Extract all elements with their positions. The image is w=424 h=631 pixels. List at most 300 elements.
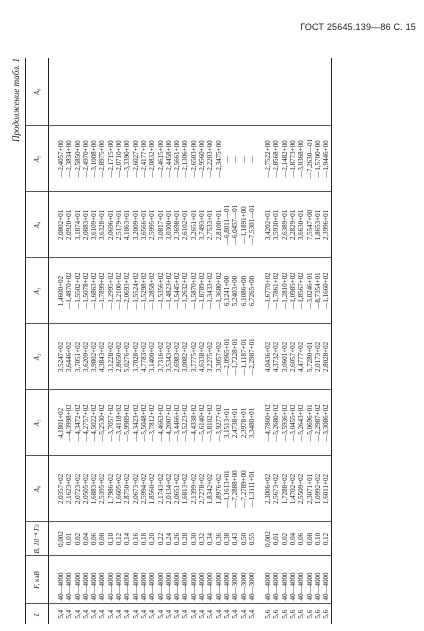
table-cell: —1,5700+00 — [314, 126, 322, 192]
table-cell: 5,4 — [148, 604, 156, 624]
table-cell: —1,8789+02 — [198, 258, 206, 324]
header-cell: A₁ — [26, 390, 49, 456]
table-cell: 5,4 — [98, 604, 106, 624]
table-cell: 40—4000 — [65, 556, 73, 604]
table-cell: 3,1400+02 — [148, 324, 156, 390]
table-cell: — — [223, 126, 231, 192]
table-cell: —1,5078+02 — [82, 258, 90, 324]
table-cell — [107, 58, 115, 126]
table-cell: —3,1008+00 — [90, 126, 98, 192]
table-cell: 5,2403+00 — [231, 258, 239, 324]
table-row — [297, 58, 305, 624]
table-cell: 40—3000 — [240, 556, 248, 604]
spacer-cell — [49, 324, 58, 390]
spacer-cell — [49, 556, 58, 604]
table-cell: 3,7493+01 — [198, 192, 206, 258]
table-cell: 3,6109+01 — [90, 192, 98, 258]
table-cell: 40—4000 — [140, 556, 148, 604]
table-row — [248, 58, 256, 624]
table-cell: 40—4000 — [82, 556, 90, 604]
table-cell: 5,4 — [190, 604, 198, 624]
table-cell: 40—4000 — [98, 556, 106, 604]
table-cell: 40—4000 — [57, 556, 65, 604]
table-cell: 40—4000 — [215, 556, 223, 604]
table-cell: 2,0883+01 — [82, 192, 90, 258]
table-cell: 40—4000 — [306, 556, 314, 604]
table-cell: 3,0601+02 — [281, 324, 289, 390]
table-row — [132, 58, 140, 624]
table-cell: 3,6630+01 — [297, 192, 305, 258]
table-cell: —2,4057+00 — [57, 126, 65, 192]
table-cell: —1,1660+02 — [322, 258, 331, 324]
spacer-cell — [256, 58, 264, 126]
table-cell: 1,6883+02 — [90, 456, 98, 522]
table-row — [140, 58, 148, 624]
table-cell: 4,7783+02 — [140, 324, 148, 390]
table-cell: 0,01 — [272, 522, 280, 556]
table-cell: —2,1306+00 — [181, 126, 189, 192]
table-cell — [173, 58, 181, 126]
table-row — [148, 58, 156, 624]
table-cell: —5,2680+02 — [272, 390, 280, 456]
table-cell: —2,0965+01 — [223, 324, 231, 390]
table-cell: 6,1086+00 — [240, 258, 248, 324]
table-row — [115, 58, 123, 624]
table-cell: 2,6389+01 — [281, 192, 289, 258]
table-cell — [65, 58, 73, 126]
table-cell: —2,4458+00 — [165, 126, 173, 192]
table-cell: 0,002 — [264, 522, 272, 556]
table-cell: —1,5445+02 — [173, 258, 181, 324]
table-cell: 2,2829+01 — [289, 192, 297, 258]
table-cell: —3,5223+02 — [181, 390, 189, 456]
spacer-cell — [49, 258, 58, 324]
table-cell — [297, 58, 305, 126]
table-cell: —1,2632+02 — [181, 258, 189, 324]
table-cell: 0,30 — [190, 522, 198, 556]
table-cell: 5,4 — [115, 604, 123, 624]
header-cell: A₂ — [26, 324, 49, 390]
table-cell: —2,9560+00 — [198, 126, 206, 192]
table-cell: 5,4 — [223, 604, 231, 624]
table-cell: — — [231, 126, 239, 192]
table-cell — [140, 58, 148, 126]
table-cell: —2,3475+00 — [215, 126, 223, 192]
table-cell: —2,6027+00 — [132, 126, 140, 192]
table-cell: 1,4702+02 — [289, 456, 297, 522]
table-cell: 40—4000 — [123, 556, 131, 604]
spacer-cell — [256, 556, 264, 604]
table-cell: —3,7812+02 — [148, 390, 156, 456]
table-cell: —2,0693+02 — [123, 258, 131, 324]
table-cell: 0,55 — [248, 522, 256, 556]
table-cell: 0,08 — [98, 522, 106, 556]
spacer-cell — [49, 456, 58, 522]
table-cell: —1,2858+02 — [148, 258, 156, 324]
table-cell: 0,16 — [132, 522, 140, 556]
table-cell: 5,4 — [198, 604, 206, 624]
table-cell: 40—4000 — [165, 556, 173, 604]
table-cell: 5,4 — [157, 604, 165, 624]
table-cell: 5,4 — [231, 604, 239, 624]
table-cell: 5,6 — [297, 604, 305, 624]
rotated-content — [11, 52, 416, 624]
table-cell: 3,0817+01 — [157, 192, 165, 258]
table-cell: —5,2643+02 — [297, 390, 305, 456]
header-cell: B, 10⁻⁴ Гл — [26, 522, 49, 556]
table-cell: —7,2630—01 — [306, 126, 314, 192]
table-cell: 5,4 — [132, 604, 140, 624]
table-row — [157, 58, 165, 624]
table-cell: —4,2007+02 — [165, 390, 173, 456]
table-cell — [123, 58, 131, 126]
table-cell: 3,3057+02 — [215, 324, 223, 390]
table-cell — [115, 58, 123, 126]
table-row — [223, 58, 231, 624]
spacer-cell — [256, 192, 264, 258]
table-cell: —5,0696+01 — [306, 390, 314, 456]
table-cell: 5,4 — [140, 604, 148, 624]
table-cell: 3,2009+01 — [132, 192, 140, 258]
table-cell: 0,32 — [198, 522, 206, 556]
table-cell: 7,5547+00 — [306, 192, 314, 258]
table-cell — [198, 58, 206, 126]
table-cell: 2,6057+02 — [289, 324, 297, 390]
table-cell: 2,5395+02 — [98, 456, 106, 522]
table-cell: —2,5661+00 — [173, 126, 181, 192]
table-cell: 0,02 — [74, 522, 82, 556]
table-row — [306, 58, 314, 624]
block-spacer — [256, 58, 264, 624]
table-cell: 40—4000 — [289, 556, 297, 604]
table-cell: 3,7775+02 — [190, 324, 198, 390]
table-cell: 1,6011+02 — [322, 456, 331, 522]
table-cell: —3,9277+02 — [215, 390, 223, 456]
table-cell: 6,7265+00 — [248, 258, 256, 324]
table-cell: 1,8342+02 — [206, 456, 214, 522]
table-cell — [190, 58, 198, 126]
table-cell: —4,4338+02 — [190, 390, 198, 456]
table-cell: 2,1623+02 — [65, 456, 73, 522]
table-cell — [98, 58, 106, 126]
table-cell: —2,7522+00 — [264, 126, 272, 192]
table-cell: —3,3390+00 — [123, 126, 131, 192]
table-cell: —4,3998+02 — [65, 390, 73, 456]
table-row — [65, 58, 73, 624]
table-row — [198, 58, 206, 624]
table-row — [240, 58, 248, 624]
table-cell: 0,10 — [107, 522, 115, 556]
table-cell: —8,7354+01 — [314, 258, 322, 324]
table-cell: 40—4000 — [132, 556, 140, 604]
table-cell: 1,8653+01 — [314, 192, 322, 258]
table-cell: 0,12 — [115, 522, 123, 556]
table-cell: 40—3000 — [231, 556, 239, 604]
table-cell: 2,3071+01 — [306, 456, 314, 522]
table-cell: 5,6 — [281, 604, 289, 624]
table-cell: 0,04 — [82, 522, 90, 556]
table-cell: 5,6 — [322, 604, 331, 624]
table-cell: —2,0832+00 — [148, 126, 156, 192]
table-cell — [82, 58, 90, 126]
table-cell: 2,1743+02 — [157, 456, 165, 522]
table-cell: 0,02 — [281, 522, 289, 556]
table-cell: 2,5995+01 — [148, 192, 156, 258]
table-cell: —2,2987+01 — [248, 324, 256, 390]
table-cell: —1,4823+02 — [165, 258, 173, 324]
table-cell: 40—4000 — [190, 556, 198, 604]
table-cell: 40—4000 — [181, 556, 189, 604]
table-cell: —4,5022+02 — [90, 390, 98, 456]
table-cell: 5,4 — [123, 604, 131, 624]
table-cell: 0,36 — [215, 522, 223, 556]
running-header: ГОСТ 25645.139—86 С. 15 — [300, 22, 416, 32]
table-cell: —5,2530+02 — [98, 390, 106, 456]
table-cell: 2,5509+02 — [297, 456, 305, 522]
table-cell — [57, 58, 65, 126]
table-cell: —2,2203+00 — [206, 126, 214, 192]
table-cell: —1,3680+02 — [215, 258, 223, 324]
table-cell: 3,0300+01 — [165, 192, 173, 258]
table-cell: 0,28 — [181, 522, 189, 556]
table-cell: 40—4000 — [297, 556, 305, 604]
table-cell: —1,7861+02 — [272, 258, 280, 324]
table-cell: 5,6 — [289, 604, 297, 624]
table-cell: 3,7316+02 — [157, 324, 165, 390]
table-row — [181, 58, 189, 624]
table-cell: 0,34 — [206, 522, 214, 556]
table-cell: —4,7860+02 — [264, 390, 272, 456]
table-cell: 2,0696+01 — [107, 192, 115, 258]
rotated-table-area — [11, 52, 416, 624]
table-cell: 0,06 — [90, 522, 98, 556]
table-cell: 4,4777+02 — [297, 324, 305, 390]
table-cell: 2,7533+01 — [206, 192, 214, 258]
table-cell: 5,6 — [272, 604, 280, 624]
table-cell: —1,1891+00 — [240, 192, 248, 258]
table-cell: 2,0673+02 — [132, 456, 140, 522]
table-row — [90, 58, 98, 624]
table-cell: 2,4738+01 — [231, 390, 239, 456]
spacer-cell — [256, 324, 264, 390]
spacer-cell — [256, 258, 264, 324]
table-row — [107, 58, 115, 624]
table-cell: 0,12 — [322, 522, 331, 556]
table-cell: 5,6 — [264, 604, 272, 624]
table-cell: 5,4 — [57, 604, 65, 624]
table-cell — [264, 58, 272, 126]
table-cell: 2,1399+02 — [190, 456, 198, 522]
table-cell: —5,9989+02 — [123, 390, 131, 456]
table-cell — [165, 58, 173, 126]
table-cell: 1,8560+02 — [148, 456, 156, 522]
table-cell — [289, 58, 297, 126]
table-cell: 3,2275+02 — [206, 324, 214, 390]
table-cell: 2,0651+02 — [173, 456, 181, 522]
table-cell — [231, 58, 239, 126]
table-cell: 4,1863+01 — [123, 192, 131, 258]
table-cell: —2,8975+00 — [98, 126, 106, 192]
table-cell: —3,7057+02 — [107, 390, 115, 456]
table-cell: —4,2757+02 — [82, 390, 90, 456]
table-cell: 5,4 — [65, 604, 73, 624]
table-cell: —2,1715+00 — [107, 126, 115, 192]
table-cell: 0,43 — [231, 522, 239, 556]
table-cell: —3,4118+02 — [115, 390, 123, 456]
table-cell: 2,8100+01 — [215, 192, 223, 258]
table-cell: 4,6338+02 — [198, 324, 206, 390]
table-cell — [248, 58, 256, 126]
table-row — [289, 58, 297, 624]
table-cell: 40—4000 — [173, 556, 181, 604]
table-row — [82, 58, 90, 624]
table-cell: 3,5343+02 — [165, 324, 173, 390]
table-cell: 2,0723+02 — [74, 456, 82, 522]
table-cell: —2,6503+00 — [190, 126, 198, 192]
header-cell: A₃ — [26, 258, 49, 324]
table-cell: —1,3433+02 — [206, 258, 214, 324]
spacer-cell — [256, 390, 264, 456]
table-row — [173, 58, 181, 624]
spacer-cell — [49, 58, 58, 126]
table-cell: 0,06 — [297, 522, 305, 556]
table-cell: 5,4 — [181, 604, 189, 624]
table-cell — [240, 58, 248, 126]
table-cell: 2,0173+02 — [314, 324, 322, 390]
table-cell: 2,6102+01 — [181, 192, 189, 258]
table-cell: 5,4 — [90, 604, 98, 624]
table-cell: —2,4615+00 — [157, 126, 165, 192]
table-cell: 1,4600+02 — [57, 258, 65, 324]
table-cell: —2,8568+00 — [272, 126, 280, 192]
table-cell: 40—3000 — [248, 556, 256, 604]
table-cell: 5,4 — [240, 604, 248, 624]
table-cell: —1,6863+02 — [90, 258, 98, 324]
table-cell: 3,6209+02 — [82, 324, 90, 390]
page-header — [0, 0, 424, 40]
table-cell: 40—4000 — [223, 556, 231, 604]
table-row — [281, 58, 289, 624]
table-cell: 0,08 — [306, 522, 314, 556]
table-cell: 2,3698+01 — [173, 192, 181, 258]
table-cell: —3,0368+00 — [297, 126, 305, 192]
table-cell: —5,6140+02 — [198, 390, 206, 456]
table-cell: 3,1513+01 — [223, 390, 231, 456]
table-cell: —1,5524+02 — [132, 258, 140, 324]
table-cell: 1,0992+02 — [314, 456, 322, 522]
table-cell: 2,8028+02 — [322, 324, 331, 390]
table-cell: 4,3843+02 — [98, 324, 106, 390]
table-cell: —4,3472+02 — [74, 390, 82, 456]
table-cell: 2,7278+02 — [198, 456, 206, 522]
table-cell: 5,4 — [206, 604, 214, 624]
table-row — [322, 58, 331, 624]
table-row — [74, 58, 82, 624]
table-cell — [74, 58, 82, 126]
table-cell: 2,5994+02 — [140, 456, 148, 522]
table-cell — [272, 58, 280, 126]
table-cell: 40—4000 — [281, 556, 289, 604]
table-cell: 0,24 — [165, 522, 173, 556]
table-cell: 40—4000 — [90, 556, 98, 604]
table-body — [49, 58, 332, 624]
table-cell: 1,7288+02 — [281, 456, 289, 522]
table-cell: —1,9446+00 — [322, 126, 331, 192]
table-cell: —4,3423+02 — [132, 390, 140, 456]
table-cell — [306, 58, 314, 126]
table-cell: 5,4 — [74, 604, 82, 624]
table-cell: 2,0134+02 — [165, 456, 173, 522]
table-cell: —2,5850+00 — [74, 126, 82, 192]
table-cell: 3,0082+02 — [181, 324, 189, 390]
header-cell: A₀ — [26, 456, 49, 522]
table-row — [98, 58, 106, 624]
table-cell: —1,2810+02 — [281, 258, 289, 324]
table-cell: 2,8650+02 — [115, 324, 123, 390]
spacer-cell — [49, 192, 58, 258]
table-cell: 0,14 — [123, 522, 131, 556]
table-cell — [281, 58, 289, 126]
table-cell: —1,6770+02 — [264, 258, 272, 324]
header-cell: A₆ — [26, 58, 49, 126]
table-cell: —1,8773+00 — [289, 126, 297, 192]
table-cell: 0,01 — [65, 522, 73, 556]
table-cell: 40—4000 — [322, 556, 331, 604]
table-cell: 0,38 — [223, 522, 231, 556]
table-row — [190, 58, 198, 624]
table-cell: —3,3086+02 — [322, 390, 331, 456]
table-cell — [223, 58, 231, 126]
table-cell: 0,002 — [57, 522, 65, 556]
table-row — [206, 58, 214, 624]
table-cell: — — [248, 126, 256, 192]
spacer-cell — [256, 126, 264, 192]
table-row — [123, 58, 131, 624]
header-cell: F, кэВ — [26, 556, 49, 604]
table-cell: — — [240, 126, 248, 192]
table-cell: 5,4 — [107, 604, 115, 624]
spacer-cell — [49, 604, 58, 624]
table-cell: 2,8750+02 — [123, 456, 131, 522]
table-cell: 0,26 — [173, 522, 181, 556]
block-spacer — [49, 58, 58, 624]
table-cell: 40—4000 — [148, 556, 156, 604]
table-cell: —7,5301—01 — [248, 192, 256, 258]
table-cell: 3,6328+01 — [98, 192, 106, 258]
table-row — [165, 58, 173, 624]
table-cell: 3,1874+01 — [74, 192, 82, 258]
table-cell: 3,7028+02 — [132, 324, 140, 390]
table-cell: 4,1801+02 — [57, 390, 65, 456]
table-cell: 0,22 — [157, 522, 165, 556]
table-cell: 3,9802+02 — [90, 324, 98, 390]
table-cell: 5,4 — [82, 604, 90, 624]
table-cell: 3,1228+02 — [107, 324, 115, 390]
table-cell: —1,5298+02 — [140, 258, 148, 324]
table-cell: 3,5930+01 — [272, 192, 280, 258]
table-cell: —6,8011—01 — [223, 192, 231, 258]
table-cell: —1,1187+01 — [240, 324, 248, 390]
table-cell: —1,7899+02 — [98, 258, 106, 324]
header-cell: L — [26, 604, 49, 624]
table-cell: 2,5179+01 — [115, 192, 123, 258]
table-cell: —3,4466+02 — [173, 390, 181, 456]
table-cell: 40—4000 — [74, 556, 82, 604]
table-cell: 5,6 — [314, 604, 322, 624]
table-cell: 2,0802+01 — [57, 192, 65, 258]
table-row — [314, 58, 322, 624]
table-cell — [157, 58, 165, 126]
